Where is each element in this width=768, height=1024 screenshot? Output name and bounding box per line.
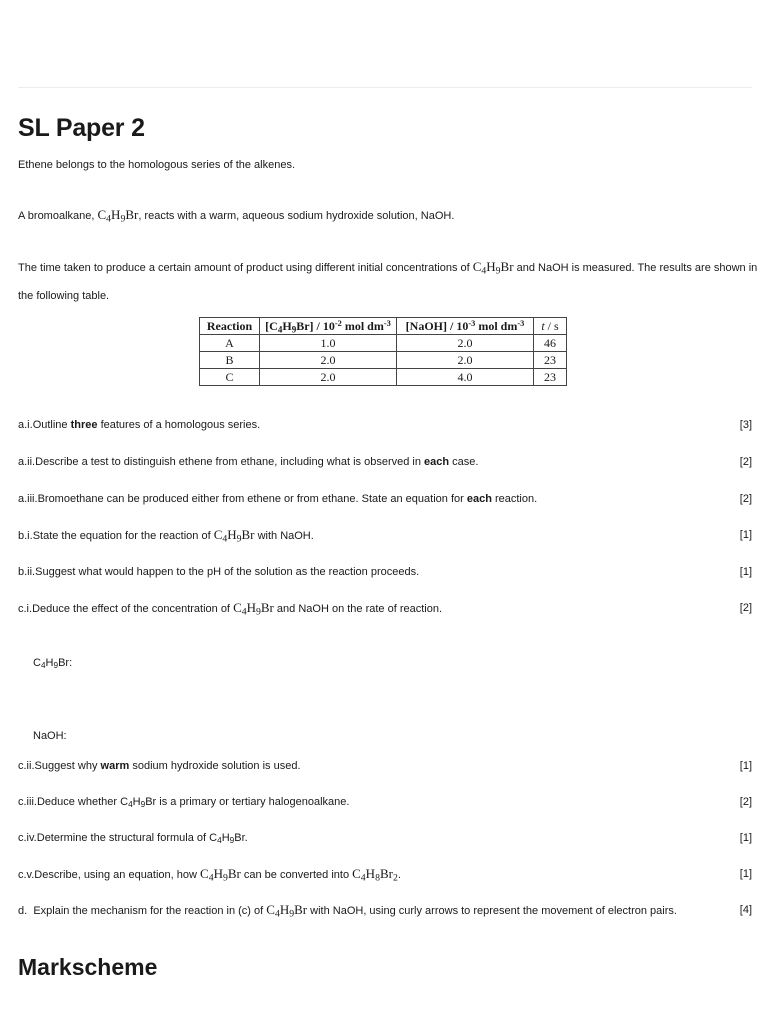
header-c4h9br-concentration: $[C_4H_9Br] / 10^{-2}$ mol $dm^{-3}$ [260,318,397,335]
top-divider [18,87,752,88]
table-cell: 2.0 [397,335,534,352]
results-text-b: and NaOH is measured. The results are shown in the following table. [18,262,758,302]
question-a-ii: a.ii.Describe a test to distinguish ethene from ethane, including what is observed in each case. [2] [18,456,752,468]
question-label: c.iii. [18,796,37,808]
question-c-v: c.v.Describe, using an equation, how $C_4H_9Br$ can be converted into $C_4H_8Br_2$. [1] [18,866,752,884]
formula-c4h9br: $C_4H_9Br$ [97,207,139,225]
marks-badge: [1] [739,832,752,844]
marks-badge: [4] [739,904,752,916]
formula-c4h8br2: $C_4H_8Br_2$ [352,866,398,884]
table-cell: 46 [534,335,567,352]
header-reaction: Reaction [200,318,260,335]
question-label: d. [18,905,28,917]
question-c-ii: c.ii.Suggest why warm sodium hydroxide solution is used. [1] [18,760,752,772]
table-cell: C [200,369,260,386]
intro-paragraph: Ethene belongs to the homologous series of the alkenes. [18,159,296,171]
question-label: c.v. [18,869,35,881]
table-cell: B [200,352,260,369]
table-cell: 1.0 [260,335,397,352]
answer-label-c4h9br: $C_4H_9Br$: [33,657,73,671]
table-cell: 23 [534,369,567,386]
results-table [199,317,567,386]
question-label: c.iv. [18,832,37,844]
question-d: d. Explain the mechanism for the reaction in (c) of $C_4H_9Br$ with NaOH, using curly arrows to represent the movement of electron pairs. [4] [18,902,752,920]
question-a-iii: a.iii.Bromoethane can be produced either from ethene or from ethane. State an equation for each reaction. [2] [18,493,752,505]
table-cell: A [200,335,260,352]
table-row [200,335,567,352]
table-header-row [200,318,567,335]
question-a-i: a.i.Outline three features of a homologous series. [3] [18,419,752,431]
page-title: SL Paper 2 [18,114,145,142]
formula-c4h9br: $C_4H_9Br$ [233,600,274,618]
marks-badge: [1] [739,566,752,578]
header-naoh-concentration: [NaOH] / $10^{-3}$ mol $dm^{-3}$ [397,318,534,335]
bromoalkane-text-b: , reacts with a warm, aqueous sodium hydroxide solution, NaOH. [138,210,455,222]
marks-badge: [1] [739,868,752,880]
answer-label-naoh: NaOH: [33,730,67,742]
question-label: a.ii. [18,456,36,468]
question-c-iii: c.iii.Deduce whether $C_4H_9Br$ is a primary or tertiary halogenoalkane. [2] [18,796,752,810]
marks-badge: [2] [739,796,752,808]
marks-badge: [1] [739,760,752,772]
question-label: c.ii. [18,760,35,772]
formula-c4h9br: $C_4H_9Br$ [266,902,308,920]
question-label: b.i. [18,530,33,542]
formula-c4h9br-plain: $C_4H_9Br$ [209,832,245,846]
marks-badge: [2] [739,493,752,505]
markscheme-heading: Markscheme [18,954,158,980]
marks-badge: [1] [739,529,752,541]
formula-c4h9br: $C_4H_9Br$ [472,259,514,277]
question-b-ii: b.ii.Suggest what would happen to the pH of the solution as the reaction proceeds. [1] [18,566,752,578]
results-paragraph [18,253,758,310]
question-label: a.i. [18,419,33,431]
marks-badge: [3] [739,419,752,431]
question-label: b.ii. [18,566,36,578]
table-row [200,352,567,369]
question-c-i: c.i.Deduce the effect of the concentration of $C_4H_9Br$ and NaOH on the rate of reaction. [2] [18,600,752,618]
results-text-a: The time taken to produce a certain amount of product using different initial concentrations of [18,262,473,274]
table-cell: 4.0 [397,369,534,386]
table-cell: 23 [534,352,567,369]
formula-c4h9br: $C_4H_9Br$ [200,866,241,884]
formula-c4h9br: $C_4H_9Br$ [213,527,255,545]
question-label: a.iii. [18,493,38,505]
table-row [200,369,567,386]
table-cell: 2.0 [260,369,397,386]
marks-badge: [2] [739,602,752,614]
marks-badge: [2] [739,456,752,468]
question-c-iv: c.iv.Determine the structural formula of $C_4H_9Br$. [1] [18,832,752,846]
bromoalkane-text-a: A bromoalkane, [18,210,98,222]
header-time: t / s [534,318,567,335]
table-cell: 2.0 [260,352,397,369]
question-label: c.i. [18,603,33,615]
question-b-i: b.i.State the equation for the reaction of $C_4H_9Br$ with NaOH. [1] [18,527,752,545]
bromoalkane-paragraph [18,208,454,223]
formula-c4h9br-plain: $C_4H_9Br$ [120,796,157,810]
table-cell: 2.0 [397,352,534,369]
